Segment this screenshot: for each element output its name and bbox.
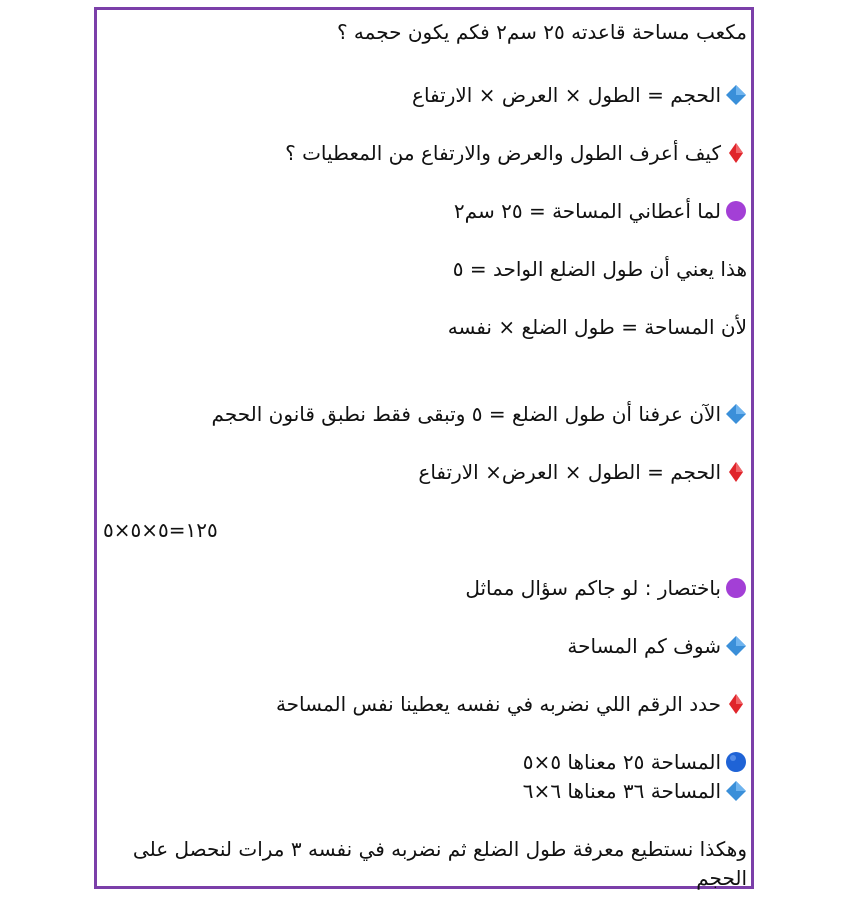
blue-diamond-icon [725,635,747,657]
text-line [105,835,747,893]
text-line [105,81,747,110]
text-line [105,139,747,168]
line-text: وهكذا نستطيع معرفة طول الضلع ثم نضربه في نفسه ٣ مرات لنحصل على الحجم [132,837,747,890]
line-text: المساحة ٢٥ معناها ٥×٥ [522,750,721,774]
text-line [105,458,747,487]
text-line [105,255,747,284]
blue-circle-icon [725,751,747,773]
line-text: الحجم = الطول × العرض× الارتفاع [418,460,721,484]
line-text: هذا يعني أن طول الضلع الواحد = ٥ [452,257,747,281]
text-line [105,313,747,342]
content-frame [94,7,754,889]
line-text: المساحة ٣٦ معناها ٦×٦ [522,779,721,803]
text-line [105,632,747,661]
line-text: لما أعطاني المساحة = ٢٥ سم٢ [453,199,721,223]
text-line [105,400,747,429]
purple-circle-icon [725,200,747,222]
line-text: لأن المساحة = طول الضلع × نفسه [447,315,747,339]
question-line [105,18,747,47]
text-line [103,516,747,545]
text-line [105,690,747,719]
line-text: باختصار : لو جاكم سؤال مماثل [465,576,721,600]
red-diamond-icon [725,461,747,483]
text-line [105,574,747,603]
text-line [105,197,747,226]
blue-diamond-icon [725,84,747,106]
blue-diamond-icon [725,780,747,802]
question-text: مكعب مساحة قاعدته ٢٥ سم٢ فكم يكون حجمه ؟ [336,20,747,44]
blue-diamond-icon [725,403,747,425]
purple-circle-icon [725,577,747,599]
line-text: الآن عرفنا أن طول الضلع = ٥ وتبقى فقط نطبق قانون الحجم [211,402,721,426]
red-diamond-icon [725,142,747,164]
text-line [105,748,747,777]
red-diamond-icon [725,693,747,715]
line-text: شوف كم المساحة [567,634,721,658]
text-line [105,777,747,806]
line-text: ١٢٥=٥×٥×٥ [103,518,218,542]
line-text: كيف أعرف الطول والعرض والارتفاع من المعطيات ؟ [285,141,721,165]
line-text: الحجم = الطول × العرض × الارتفاع [412,83,721,107]
line-text: حدد الرقم اللي نضربه في نفسه يعطينا نفس المساحة [275,692,721,716]
